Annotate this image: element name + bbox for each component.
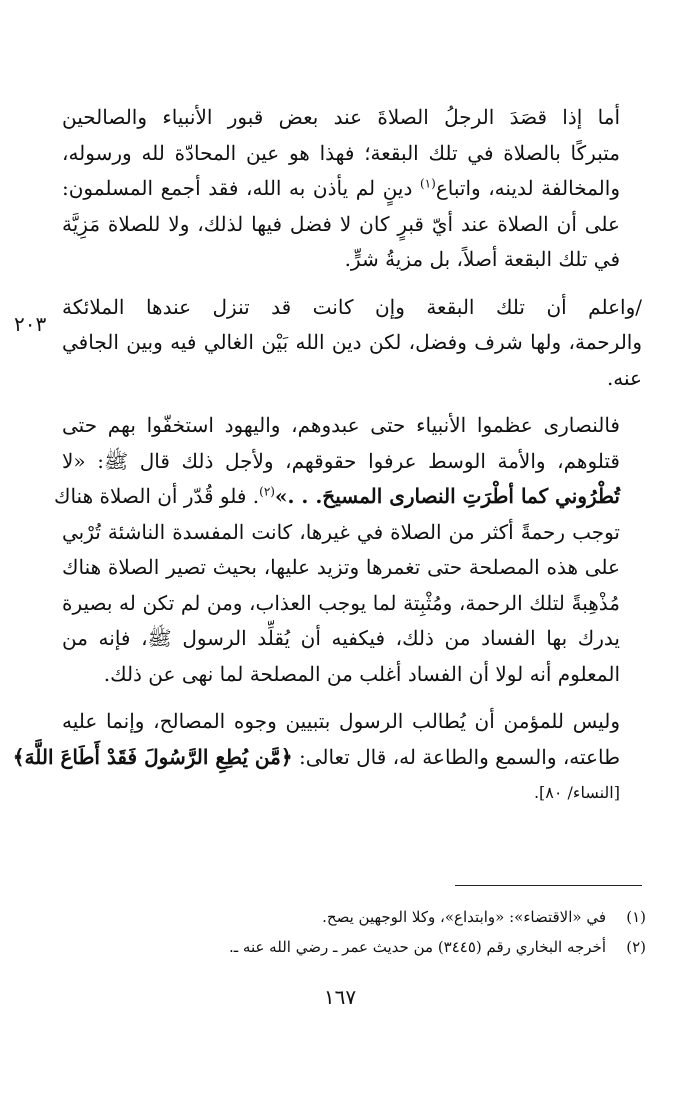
- text-line: في تلك البقعة أصلاً، بل مزيةُ شرٍّ.: [344, 247, 620, 271]
- paragraph-3: [53, 408, 642, 692]
- footnote-1: [62, 902, 646, 932]
- text-line: عنه.: [606, 365, 642, 390]
- paragraph-4: [12, 704, 642, 811]
- text-line: [62, 171, 642, 207]
- footnote-2: [62, 932, 646, 962]
- text-line: [53, 479, 642, 515]
- text-segment: . فلو قُدّر أن الصلاة هناك: [53, 484, 260, 508]
- text-segment: دينٍ لم يأذن به الله، فقد أجمع المسلمون:: [62, 176, 413, 200]
- footnote-divider: [455, 885, 642, 886]
- footnotes: [62, 902, 646, 962]
- quran-verse: ﴿مَّن يُطِعِ الرَّسُولَ فَقَدْ أَطَاعَ اللَّهَ﴾: [12, 744, 293, 769]
- hadith-quote: تُطْرُوني كما أطْرَتِ النصارى المسيحَ. . .»: [274, 484, 620, 508]
- text-line: قتلوهم، والأمة الوسط عرفوا حقوقهم، ولأجل ذلك قال ﷺ: «لا: [62, 448, 620, 473]
- margin-page-reference: ٢٠٣: [14, 312, 47, 336]
- verse-reference: [النساء/ ٨٠].: [533, 783, 620, 802]
- footnote-ref-2[interactable]: (٢): [259, 484, 275, 499]
- text-line: فالنصارى عظموا الأنبياء حتى عبدوهم، واليهود استخفّوا بهم حتى: [62, 413, 620, 437]
- text-line: مُذْهِبةً لتلك الرحمة، ومُثْبِتة لما يوجب العذاب، ومن لم تكن له بصيرة: [62, 590, 620, 615]
- text-line: يدرك بها الفساد من ذلك، فيكفيه أن يُقلِّد الرسول ﷺ، فإنه من: [62, 626, 620, 650]
- text-line: /واعلم أن تلك البقعة وإن كانت قد تنزل عندها الملائكة: [62, 294, 642, 319]
- footnote-text: في «الاقتضاء»: «وابتداع»، وكلا الوجهين يصح.: [322, 908, 606, 926]
- footnote-ref-1[interactable]: (١): [419, 176, 436, 191]
- text-line: والرحمة، ولها شرف وفضل، لكن دين الله بَيْن الغالي فيه وبين الجافي: [62, 330, 642, 354]
- footnote-text: أخرجه البخاري رقم (٣٤٤٥) من حديث عمر ـ رضي الله عنه ـ.: [228, 938, 606, 956]
- footnote-number: (٢): [626, 938, 646, 956]
- text-line: وليس للمؤمن أن يُطالب الرسول بتبيين وجوه المصالح، وإنما عليه: [62, 709, 620, 733]
- paragraph-2: [62, 290, 642, 397]
- text-line: متبركًا بالصلاة في تلك البقعة؛ فهذا هو عين المحادّة لله ورسوله،: [62, 140, 620, 165]
- text-line: المعلوم أنه لولا أن الفساد أغلب من المصلحة لما نهى عن ذلك.: [103, 661, 620, 686]
- text-line: على أن الصلاة عند أيّ قبرٍ كان لا فضل فيها لذلك، ولا للصلاة مَزِيَّة: [62, 211, 620, 236]
- page-number: ١٦٧: [323, 985, 357, 1009]
- text-line: أما إذا قصَدَ الرجلُ الصلاةَ عند بعض قبور الأنبياء والصالحين: [62, 105, 620, 129]
- text-line: توجب رحمةً أكثر من الصلاة في غيرها، كانت المفسدة الناشئة تُرْبي: [62, 519, 620, 544]
- text-segment: طاعته، والسمع والطاعة له، قال تعالى:: [298, 744, 620, 769]
- text-line: [12, 740, 642, 776]
- text-segment: والمخالفة لدينه، واتباع: [435, 176, 620, 200]
- paragraph-1: [62, 100, 642, 278]
- text-line: على هذه المصلحة حتى تغمرها وتزيد عليها، بحيث تصير الصلاة هناك: [62, 555, 620, 579]
- footnote-number: (١): [626, 908, 646, 926]
